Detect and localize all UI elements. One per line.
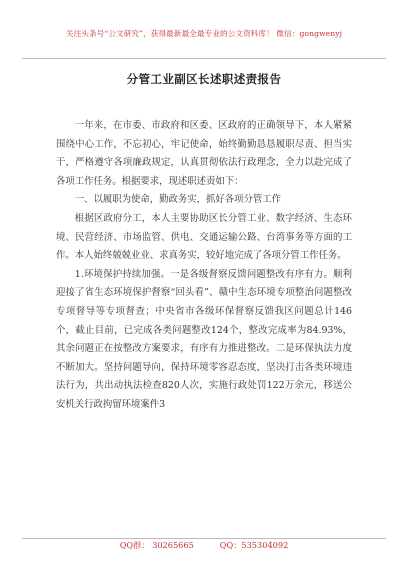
- header-promo-text: 关注头条号“公文研究”，获得最新最全最专业的公文资料库！ 微信：gongwenyj: [65, 29, 343, 38]
- page-footer: [0, 540, 408, 551]
- paragraph-environment: 1.环境保护持续加强。一是各级督察反馈问题整改有序有力。顺利迎接了省生态环境保护督察“回头看”、赣中生态环境专项整治问题整改专项督导等专项督查；中央省市各级环保督察反馈我区问题总计146个，截止目前，已完成各类问题整改124个，整改完成率为84.93%，其余问题正在按整改方案要求，有序有力推进整改。二是环保执法力度不断加大。坚持问题导向，保持环境零容忍态度，坚决打击各类环境违法行为，共出动执法检查820人次，实施行政处罚122万余元，移送公安机关行政拘留环境案件3: [56, 268, 352, 410]
- document-title: 分管工业副区长述职述责报告: [126, 72, 282, 86]
- paragraph-duties: 根据区政府分工，本人主要协助区长分管工业、数字经济、生态环境、民营经济、市场监管、供电、交通运输公路、台湾事务等方面的工作。本人始终兢兢业业、求真务实，较好地完成了各项分管工作任务。: [56, 212, 352, 262]
- footer-qq-number: QQ：535304092: [219, 540, 289, 550]
- footer-divider: [22, 538, 386, 539]
- page-header: [22, 0, 386, 59]
- section-heading-1: 一、以履职为使命，勤政务实，抓好各项分管工作: [74, 194, 282, 206]
- footer-qq-group: QQ群： 30265665: [119, 540, 194, 550]
- paragraph-intro: 一年来，在市委、市政府和区委、区政府的正确领导下，本人紧紧围绕中心工作，不忘初心，牢记使命，始终勤勤恳恳履职尽责、担当实干，严格遵守各项廉政规定，认真贯彻依法行政理念，全力以赴完成了各项工作任务。根据要求，现述职述责如下：: [56, 120, 352, 187]
- document-body: [56, 117, 352, 415]
